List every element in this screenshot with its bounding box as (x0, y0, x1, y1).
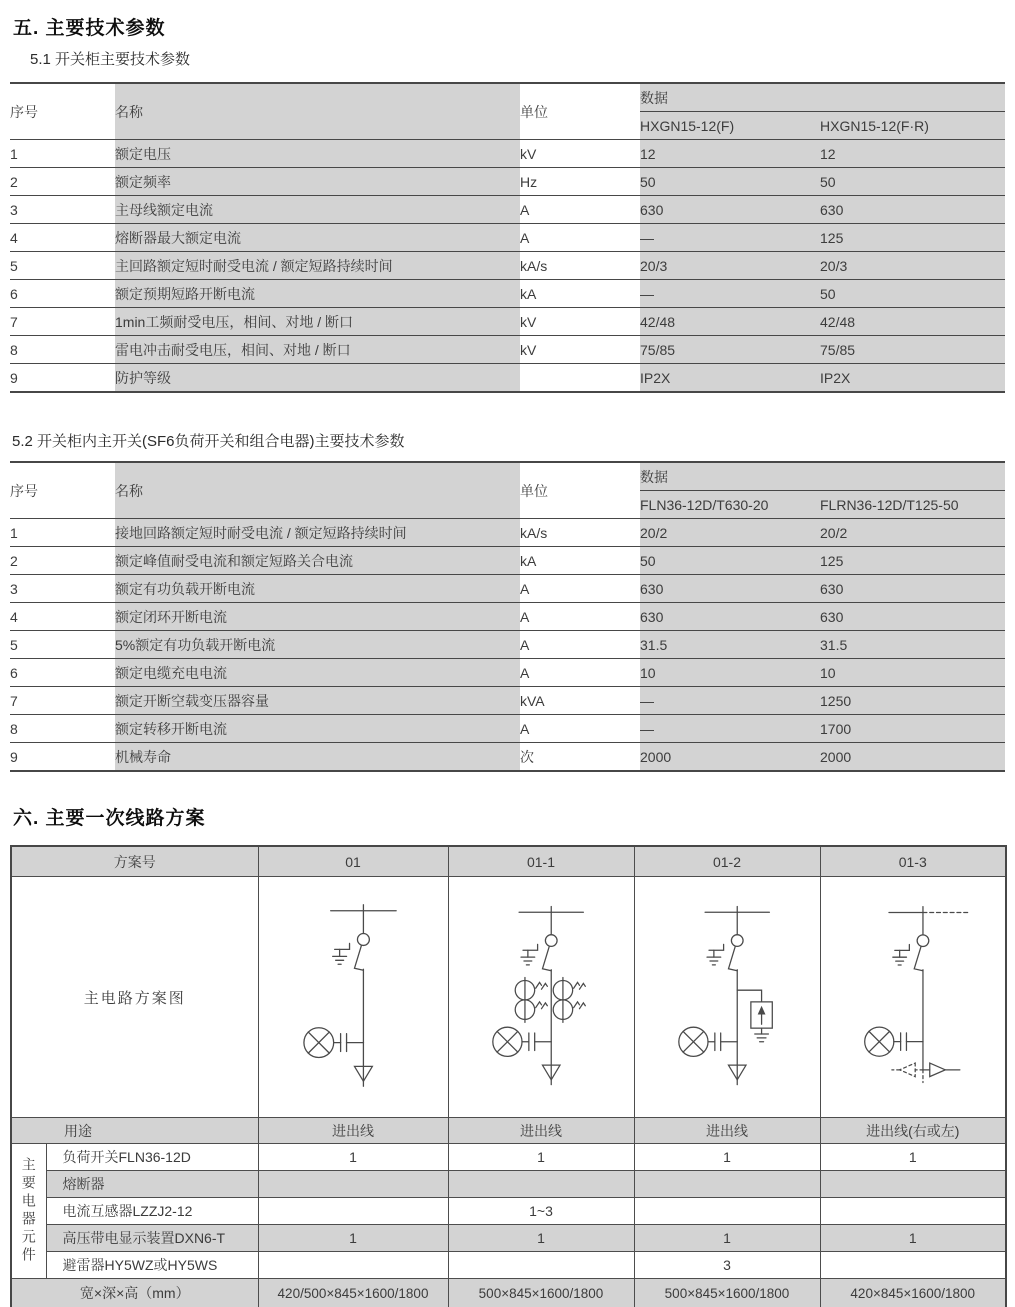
cell-index: 7 (10, 687, 115, 715)
component-label: 避雷器HY5WZ或HY5WS (46, 1252, 258, 1279)
cell-unit: kV (520, 140, 640, 168)
scheme-01: 01 (258, 846, 448, 877)
component-row (11, 1225, 1006, 1252)
cell-value-2: 10 (820, 659, 1005, 687)
load-switch-hinge (357, 934, 369, 946)
table-row (10, 575, 1005, 603)
cell-name: 额定频率 (115, 168, 520, 196)
cell-value-1: 31.5 (640, 631, 820, 659)
cell-value-1: 50 (640, 168, 820, 196)
load-switch-hinge (731, 935, 743, 947)
cell-value-1: 50 (640, 547, 820, 575)
component-count (820, 1252, 1006, 1279)
cell-value-1: 20/3 (640, 252, 820, 280)
table52-subtitle: 5.2 开关柜内主开关(SF6负荷开关和组合电器)主要技术参数 (12, 433, 405, 450)
component-count (448, 1252, 634, 1279)
cell-index: 9 (10, 748, 18, 765)
table-row (10, 687, 1005, 715)
outgoing-left-arrow-optional (891, 1063, 922, 1082)
cell-value-1: — (640, 280, 820, 308)
col-header-name: 名称 (115, 462, 520, 519)
cell-value-2: 125 (820, 224, 1005, 252)
table-row (10, 631, 1005, 659)
cell-unit: A (520, 659, 640, 687)
cell-unit: kA (520, 547, 640, 575)
single-line-diagram-01 (259, 878, 448, 1116)
usage-value: 进出线 (258, 1118, 448, 1144)
cell-index: 6 (10, 280, 115, 308)
size-value: 500×845×1600/1800 (634, 1279, 820, 1307)
cell-index: 1 (10, 140, 115, 168)
table-row (10, 547, 1005, 575)
model-1: HXGN15-12(F) (640, 112, 820, 140)
cell-value-1: 2000 (640, 743, 820, 772)
earth-switch (521, 944, 538, 964)
cell-index: 2 (10, 168, 115, 196)
scheme-number-label: 方案号 (11, 846, 258, 877)
circuit-diagram-01 (258, 877, 448, 1118)
voltage-indicator (678, 1027, 736, 1056)
header-row (10, 83, 1005, 112)
load-switch-blade (354, 945, 363, 970)
usage-label: 用途 (11, 1118, 258, 1144)
single-line-diagram-01-1 (449, 878, 634, 1116)
cell-name: 雷电冲击耐受电压，相间、对地 / 断口 (115, 336, 520, 364)
col-header-index: 序号 (10, 462, 115, 519)
cell-index: 9 (10, 369, 18, 386)
model-2: FLRN36-12D/T125-50 (820, 491, 1005, 519)
cell-value-1: 630 (640, 196, 820, 224)
earth-switch (707, 944, 724, 964)
surge-arrester (737, 990, 772, 1042)
col-header-unit: 单位 (520, 83, 640, 140)
cell-value-2: 20/3 (820, 252, 1005, 280)
cell-value-1: 630 (640, 603, 820, 631)
component-count: 1 (258, 1225, 448, 1252)
cell-unit: A (520, 715, 640, 743)
size-value: 500×845×1600/1800 (448, 1279, 634, 1307)
cell-value-2: 42/48 (820, 308, 1005, 336)
scheme-header-row (11, 846, 1006, 877)
cell-value-2: 1250 (820, 687, 1005, 715)
table-row (10, 168, 1005, 196)
diagram-label: 主电路方案图 (11, 877, 258, 1118)
component-count: 1 (634, 1144, 820, 1171)
cell-name: 额定峰值耐受电流和额定短路关合电流 (115, 547, 520, 575)
component-count (820, 1198, 1006, 1225)
cell-value-2: IP2X (820, 364, 1005, 393)
cell-index: 8 (10, 336, 115, 364)
cell-value-2: 12 (820, 140, 1005, 168)
component-count: 3 (634, 1252, 820, 1279)
current-transformers (515, 978, 585, 1023)
load-switch-blade (542, 946, 551, 970)
cell-value-2: 630 (820, 603, 1005, 631)
cell-unit: kA/s (520, 519, 640, 547)
cell-name: 额定闭环开断电流 (115, 603, 520, 631)
cell-unit: kV (520, 308, 640, 336)
scheme-01-1: 01-1 (448, 846, 634, 877)
component-count (258, 1171, 448, 1198)
component-row (11, 1144, 1006, 1171)
cell-value-2: 630 (820, 196, 1005, 224)
cell-name: 额定电缆充电电流 (115, 659, 520, 687)
cell-value-2: 2000 (820, 743, 1005, 772)
component-count (820, 1171, 1006, 1198)
cell-value-1: IP2X (640, 364, 820, 393)
cell-value-2: 20/2 (820, 519, 1005, 547)
component-label: 负荷开关FLN36-12D (46, 1144, 258, 1171)
component-count (258, 1198, 448, 1225)
circuit-diagram-01-1 (448, 877, 634, 1118)
table-row (10, 196, 1005, 224)
component-count (634, 1198, 820, 1225)
cell-unit: kVA (520, 687, 640, 715)
cell-name: 1min工频耐受电压，相间、对地 / 断口 (115, 308, 520, 336)
outgoing-right-arrow (922, 1063, 959, 1077)
voltage-indicator (492, 1027, 550, 1056)
cell-index: 2 (10, 547, 115, 575)
component-row (11, 1198, 1006, 1225)
earth-switch (892, 945, 909, 965)
voltage-indicator (303, 1028, 363, 1058)
cell-value-2: 50 (820, 168, 1005, 196)
cell-value-1: 630 (640, 575, 820, 603)
size-label: 宽×深×高（mm） (11, 1279, 258, 1307)
table-row (10, 743, 1005, 772)
header-row (10, 462, 1005, 491)
cell-unit: kA/s (520, 252, 640, 280)
cell-value-1: — (640, 687, 820, 715)
scheme-table (10, 845, 1007, 1307)
cell-index: 8 (10, 715, 115, 743)
cell-unit: kV (520, 336, 640, 364)
cell-name: 额定转移开断电流 (115, 715, 520, 743)
cell-unit: Hz (520, 168, 640, 196)
cell-index: 7 (10, 308, 115, 336)
cell-unit: A (520, 575, 640, 603)
cell-value-1: 75/85 (640, 336, 820, 364)
component-count: 1 (820, 1144, 1006, 1171)
usage-value: 进出线(右或左) (820, 1118, 1006, 1144)
cell-name: 熔断器最大额定电流 (115, 224, 520, 252)
single-line-diagram-01-2 (635, 878, 820, 1116)
component-count: 1 (820, 1225, 1006, 1252)
section6-title: 六. 主要一次线路方案 (13, 808, 206, 829)
table-5-2 (10, 461, 1005, 772)
table-row (10, 224, 1005, 252)
cell-index: 4 (10, 224, 115, 252)
cell-value-2: 125 (820, 547, 1005, 575)
cell-unit: kA (520, 280, 640, 308)
circuit-diagram-01-2 (634, 877, 820, 1118)
cell-unit: A (520, 196, 640, 224)
table-row (10, 715, 1005, 743)
cell-index: 5 (10, 252, 115, 280)
cell-name: 接地回路额定短时耐受电流 / 额定短路持续时间 (115, 519, 520, 547)
component-label: 熔断器 (46, 1171, 258, 1198)
load-switch-blade (914, 947, 923, 971)
table-row (10, 140, 1005, 168)
cell-value-1: 42/48 (640, 308, 820, 336)
component-count: 1~3 (448, 1198, 634, 1225)
col-header-unit: 单位 (520, 462, 640, 519)
col-header-index: 序号 (10, 83, 115, 140)
cell-name: 额定有功负载开断电流 (115, 575, 520, 603)
cell-name: 5%额定有功负载开断电流 (115, 631, 520, 659)
cell-value-2: 75/85 (820, 336, 1005, 364)
cell-value-1: 10 (640, 659, 820, 687)
cell-value-2: 31.5 (820, 631, 1005, 659)
cell-name: 主回路额定短时耐受电流 / 额定短路持续时间 (115, 252, 520, 280)
table-row (10, 603, 1005, 631)
component-count (634, 1171, 820, 1198)
cell-value-2: 1700 (820, 715, 1005, 743)
circuit-diagram-01-3 (820, 877, 1006, 1118)
component-count: 1 (448, 1144, 634, 1171)
table-row (10, 252, 1005, 280)
table-row (10, 280, 1005, 308)
cell-name: 机械寿命 (115, 743, 520, 772)
col-header-data: 数据 (640, 462, 1005, 491)
table-row (10, 519, 1005, 547)
model-2: HXGN15-12(F·R) (820, 112, 1005, 140)
load-switch-hinge (917, 935, 929, 947)
cell-unit: A (520, 224, 640, 252)
cell-index: 3 (10, 196, 115, 224)
component-label: 高压带电显示装置DXN6-T (46, 1225, 258, 1252)
cell-name: 额定开断空载变压器容量 (115, 687, 520, 715)
component-row (11, 1252, 1006, 1279)
component-count: 1 (258, 1144, 448, 1171)
component-count: 1 (634, 1225, 820, 1252)
usage-value: 进出线 (448, 1118, 634, 1144)
section5-title: 五. 主要技术参数 (13, 18, 166, 39)
table-row (10, 364, 1005, 393)
cell-name: 防护等级 (115, 364, 520, 393)
load-switch-blade (728, 946, 737, 970)
cell-value-1: — (640, 224, 820, 252)
component-group-label: 主要电器元件 (11, 1144, 46, 1279)
cell-index: 1 (10, 519, 115, 547)
cell-name: 额定预期短路开断电流 (115, 280, 520, 308)
cell-value-2: 50 (820, 280, 1005, 308)
model-1: FLN36-12D/T630-20 (640, 491, 820, 519)
diagram-row (11, 877, 1006, 1118)
cell-index: 5 (10, 631, 115, 659)
cell-unit (520, 364, 640, 393)
cell-index: 6 (10, 659, 115, 687)
voltage-indicator (864, 1027, 922, 1056)
earth-switch (332, 943, 349, 964)
cell-index: 3 (10, 575, 115, 603)
usage-value: 进出线 (634, 1118, 820, 1144)
cell-unit: A (520, 631, 640, 659)
cell-value-1: — (640, 715, 820, 743)
component-count (448, 1171, 634, 1198)
cell-name: 主母线额定电流 (115, 196, 520, 224)
table-5-1 (10, 82, 1005, 393)
table-row (10, 336, 1005, 364)
col-header-data: 数据 (640, 83, 1005, 112)
scheme-01-2: 01-2 (634, 846, 820, 877)
cell-name: 额定电压 (115, 140, 520, 168)
table-row (10, 308, 1005, 336)
scheme-01-3: 01-3 (820, 846, 1006, 877)
table51-subtitle: 5.1 开关柜主要技术参数 (30, 51, 191, 68)
usage-row (11, 1118, 1006, 1144)
table-row (10, 659, 1005, 687)
component-count: 1 (448, 1225, 634, 1252)
cell-value-1: 12 (640, 140, 820, 168)
cell-value-2: 630 (820, 575, 1005, 603)
single-line-diagram-01-3 (821, 878, 1006, 1116)
size-row (11, 1279, 1006, 1307)
cell-unit: 次 (520, 748, 534, 765)
component-label: 电流互感器LZZJ2-12 (46, 1198, 258, 1225)
size-value: 420×845×1600/1800 (820, 1279, 1006, 1307)
load-switch-hinge (545, 935, 557, 947)
cell-index: 4 (10, 603, 115, 631)
size-value: 420/500×845×1600/1800 (258, 1279, 448, 1307)
component-row (11, 1171, 1006, 1198)
col-header-name: 名称 (115, 83, 520, 140)
component-count (258, 1252, 448, 1279)
cell-value-1: 20/2 (640, 519, 820, 547)
cell-unit: A (520, 603, 640, 631)
